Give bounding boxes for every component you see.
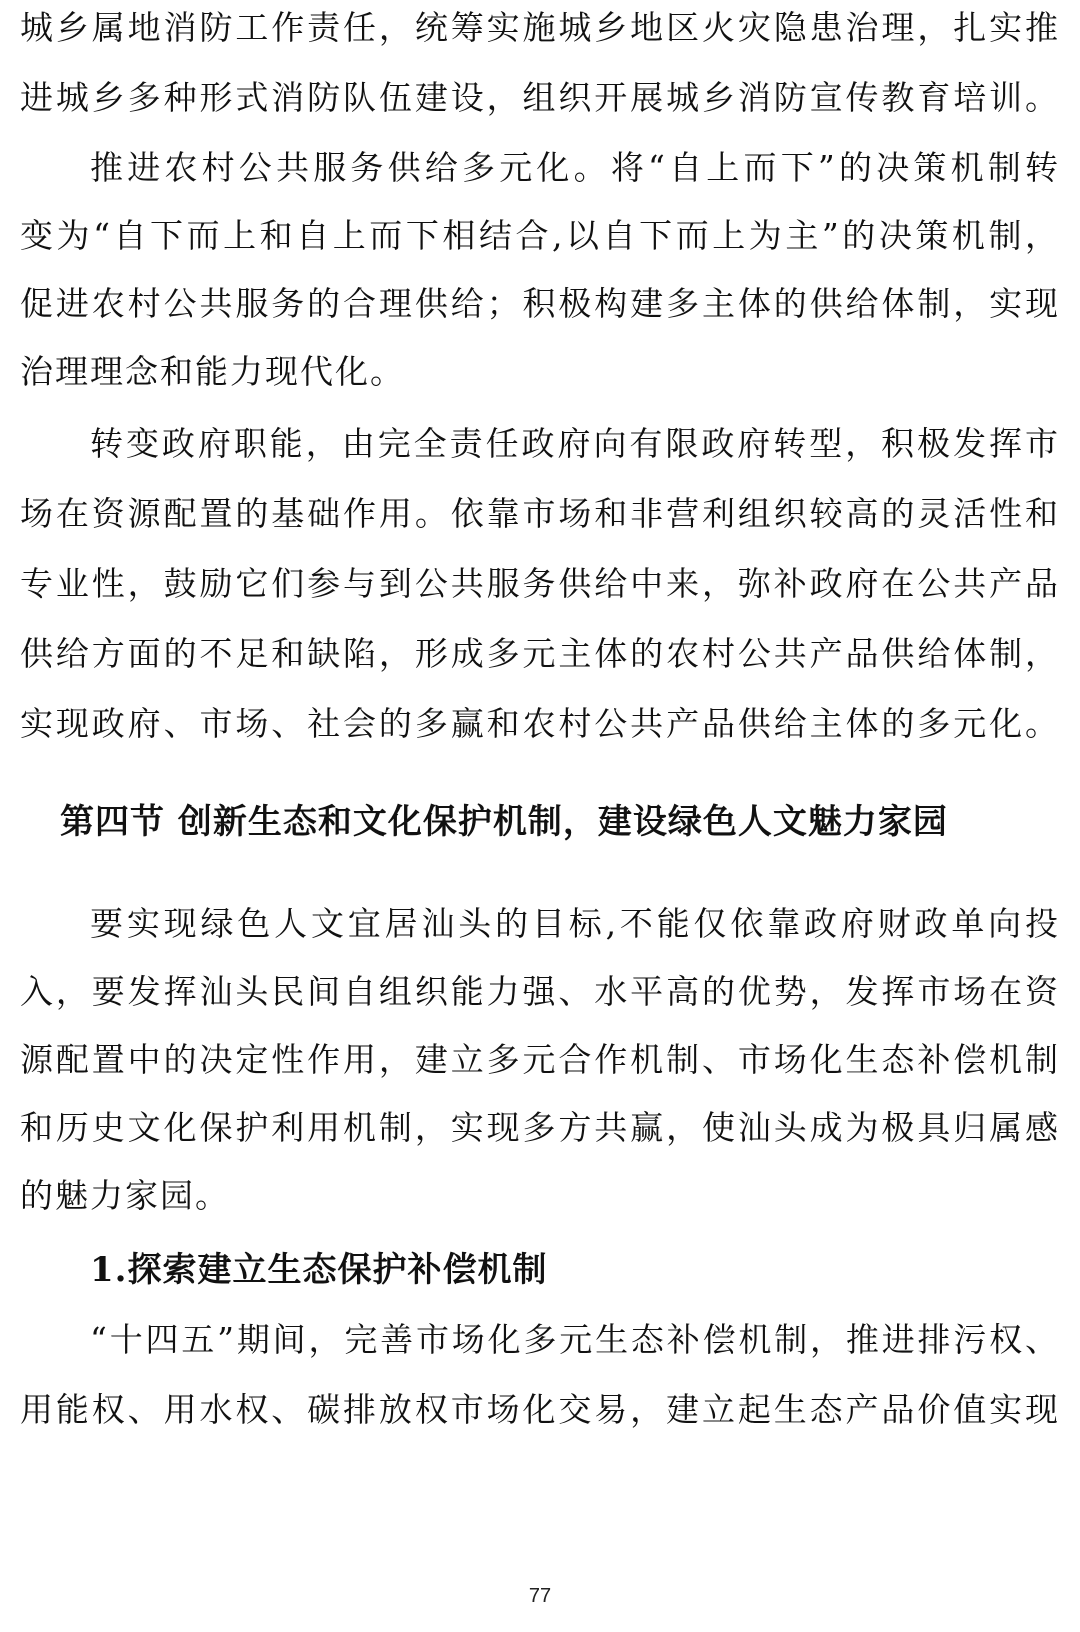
body-text-line: 源配置中的决定性作用，建立多元合作机制、市场化生态补偿机制: [20, 1040, 1060, 1079]
body-text-line: 治理理念和能力现代化。: [20, 352, 405, 391]
paragraph-first-line: 推进农村公共服务供给多元化。将“自上而下”的决策机制转: [90, 148, 1060, 187]
subsection-heading: 1.探索建立生态保护补偿机制: [90, 1250, 548, 1290]
page-number: 77: [528, 1585, 552, 1607]
paragraph-first-line: 转变政府职能，由完全责任政府向有限政府转型，积极发挥市: [90, 424, 1060, 463]
body-text-line: 促进农村公共服务的合理供给；积极构建多主体的供给体制，实现: [20, 284, 1060, 323]
body-text-line: 和历史文化保护利用机制，实现多方共赢，使汕头成为极具归属感: [20, 1108, 1060, 1147]
body-text-line: 进城乡多种形式消防队伍建设，组织开展城乡消防宣传教育培训。: [20, 78, 1060, 117]
paragraph-first-line: “十四五”期间，完善市场化多元生态补偿机制，推进排污权、: [90, 1320, 1060, 1359]
paragraph-first-line: 要实现绿色人文宜居汕头的目标,不能仅依靠政府财政单向投: [90, 904, 1060, 943]
body-text-line: 实现政府、市场、社会的多赢和农村公共产品供给主体的多元化。: [20, 704, 1060, 743]
body-text-line: 用能权、用水权、碳排放权市场化交易，建立起生态产品价值实现: [20, 1390, 1060, 1429]
body-text-line: 城乡属地消防工作责任，统筹实施城乡地区火灾隐患治理，扎实推: [20, 8, 1060, 47]
body-text-line: 变为“自下而上和自上而下相结合,以自下而上为主”的决策机制，: [20, 216, 1060, 255]
body-text-line: 专业性，鼓励它们参与到公共服务供给中来，弥补政府在公共产品: [20, 564, 1060, 603]
section-heading: 第四节 创新生态和文化保护机制，建设绿色人文魅力家园: [60, 802, 948, 842]
body-text-line: 入，要发挥汕头民间自组织能力强、水平高的优势，发挥市场在资: [20, 972, 1060, 1011]
body-text-line: 的魅力家园。: [20, 1176, 230, 1215]
body-text-line: 场在资源配置的基础作用。依靠市场和非营利组织较高的灵活性和: [20, 494, 1060, 533]
body-text-line: 供给方面的不足和缺陷，形成多元主体的农村公共产品供给体制，: [20, 634, 1060, 673]
